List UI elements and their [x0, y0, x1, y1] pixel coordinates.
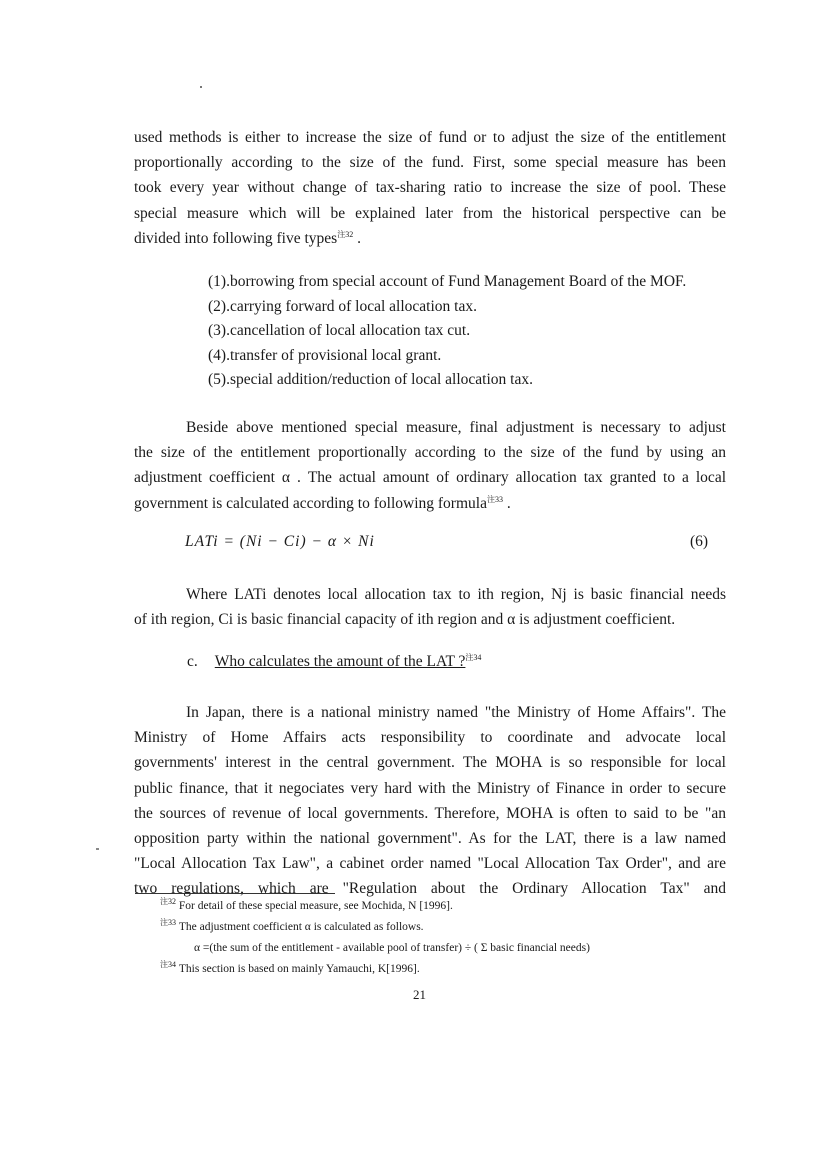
text-line: Ministry of Home Affairs acts responsibility to coordinate and advocate local	[134, 729, 726, 747]
text-line: Where LATi denotes local allocation tax to ith region, Nj is basic financial needs	[186, 586, 726, 603]
scan-mark	[96, 848, 99, 850]
section-heading	[187, 653, 481, 671]
footnote-separator	[135, 893, 335, 894]
text-line: proportionally according to the size of the fund. First, some special measure has been	[134, 154, 726, 172]
special-measures-list	[208, 270, 686, 393]
text-line: government is calculated according to following formula$^{注33}$ .	[134, 494, 511, 512]
footnote-32: $^{注32}$ For detail of these special measure, see Mochida, N [1996].	[160, 897, 453, 912]
paragraph-1	[134, 125, 726, 251]
text-line: of ith region, Ci is basic financial capacity of ith region and α is adjustment coefficient.	[134, 611, 676, 629]
footnote-34: $^{注34}$ This section is based on mainly Yamauchi, K[1996].	[160, 960, 420, 975]
scan-speck	[200, 86, 202, 88]
formula-6: LATi = (Ni − Ci) − α × Ni	[185, 533, 375, 550]
text-line: governments' interest in the central government. The MOHA is so responsible for local	[134, 754, 726, 772]
text-line: public finance, that it negociates very hard with the Ministry of Finance in order to secure	[134, 779, 726, 797]
footnote-ref: 注33	[486, 494, 503, 504]
section-title: Who calculates the amount of the LAT ?	[214, 653, 466, 670]
footnote-ref: 注34	[465, 652, 482, 662]
section-label: c.	[187, 653, 198, 670]
list-item: (5).special addition/reduction of local allocation tax.	[208, 371, 533, 388]
paragraph-2	[134, 415, 726, 516]
equation-number: (6)	[690, 533, 709, 550]
list-item: (2).carrying forward of local allocation tax.	[208, 297, 477, 315]
footnote-33: $^{注33}$ The adjustment coefficient α is calculated as follows.	[160, 918, 424, 933]
text-line: the size of the entitlement proportionally according to the size of the fund by using an	[134, 444, 726, 462]
footnote-ref: 注32	[337, 229, 354, 239]
text-line: special measure which will be explained later from the historical perspective can be	[134, 204, 726, 222]
paragraph-3	[134, 582, 726, 632]
list-item: (4).transfer of provisional local grant.	[208, 346, 442, 364]
list-item: (1).borrowing from special account of Fund Management Board of the MOF.	[208, 273, 687, 290]
footnote-33-formula: α =(the sum of the entitlement - available pool of transfer) ÷ ( Σ basic financial needs)	[194, 942, 590, 954]
page-number: 21	[413, 987, 426, 1002]
text-line: the sources of revenue of local governments. Therefore, MOHA is often to said to be "an	[134, 804, 726, 822]
list-item: (3).cancellation of local allocation tax cut.	[208, 322, 471, 339]
text-line: "Local Allocation Tax Law", a cabinet order named "Local Allocation Tax Order", and are	[134, 855, 726, 873]
text-line: adjustment coefficient α . The actual amount of ordinary allocation tax granted to a local	[134, 469, 726, 487]
text-line: divided into following five types$^{注32}$ .	[134, 229, 361, 247]
text-line: used methods is either to increase the size of fund or to adjust the size of the entitlement	[134, 129, 726, 146]
paragraph-4	[134, 700, 726, 902]
text-line: Beside above mentioned special measure, final adjustment is necessary to adjust	[186, 419, 726, 436]
text-line: took every year without change of tax-sharing ratio to increase the size of pool. These	[134, 179, 726, 197]
text-line: opposition party within the national government". As for the LAT, there is a law named	[134, 830, 726, 848]
text-line: In Japan, there is a national ministry named "the Ministry of Home Affairs". The	[186, 704, 726, 721]
text-line: two regulations, which are "Regulation about the Ordinary Allocation Tax" and	[134, 880, 726, 898]
